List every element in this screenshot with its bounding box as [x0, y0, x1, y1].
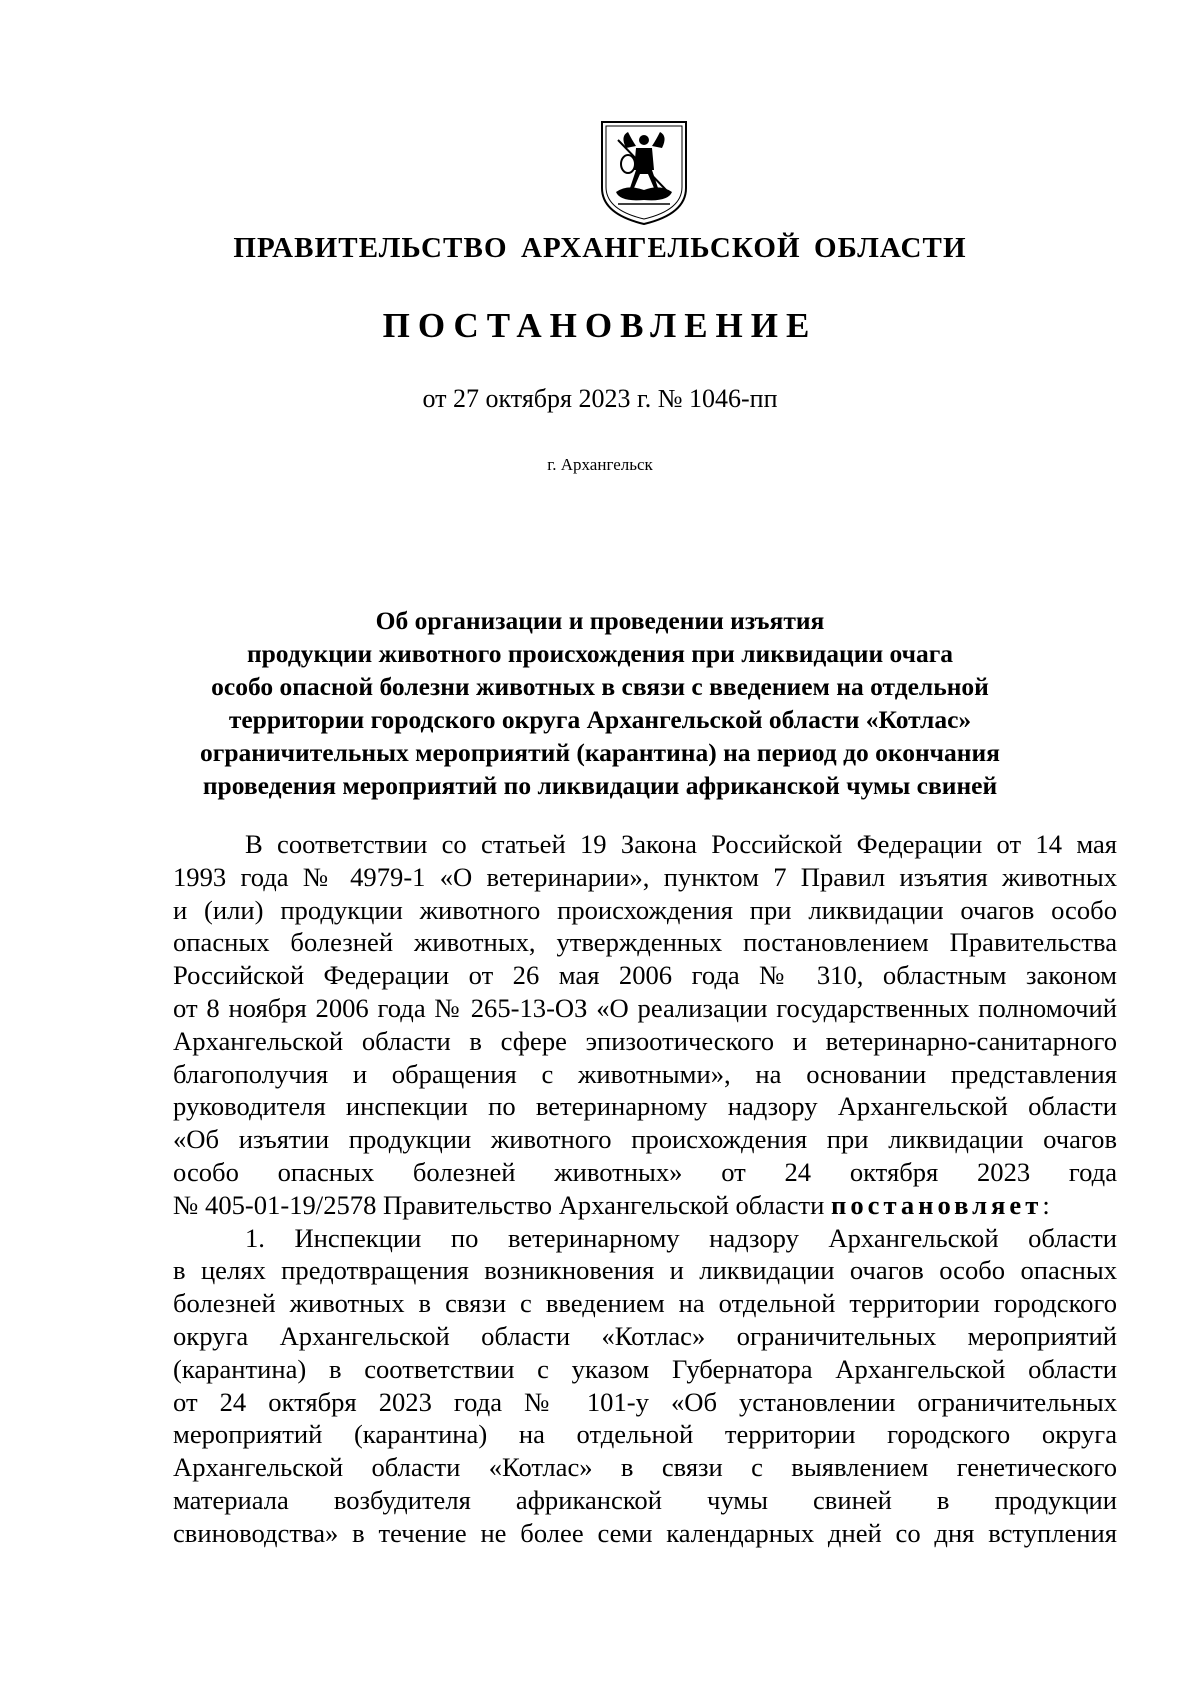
title-line: Об организации и проведении изъятия: [375, 606, 825, 635]
organization-name: ПРАВИТЕЛЬСТВО АРХАНГЕЛЬСКОЙ ОБЛАСТИ: [233, 232, 967, 264]
body-line: округа Архангельской области «Котлас» ограничительных мероприятий: [173, 1320, 1117, 1351]
body-line: от 8 ноября 2006 года № 265-13-ОЗ «О реализации государственных полномочий: [173, 992, 1117, 1023]
body-line: в целях предотвращения возникновения и ликвидации очагов особо опасных: [173, 1255, 1117, 1286]
document-date-number: от 27 октября 2023 г. № 1046-пп: [422, 384, 778, 413]
body-line: (карантина) в соответствии с указом Губернатора Архангельской области: [173, 1353, 1117, 1384]
title-line: продукции животного происхождения при ликвидации очага: [246, 639, 954, 668]
body-line: болезней животных в связи с введением на отдельной территории городского: [173, 1288, 1117, 1319]
title-line: проведения мероприятий по ликвидации африканской чумы свиней: [202, 771, 998, 800]
body-line: материала возбудителя африканской чумы свиней в продукции: [173, 1484, 1117, 1515]
document-city: г. Архангельск: [547, 455, 653, 474]
body-line: мероприятий (карантина) на отдельной территории городского округа: [173, 1419, 1117, 1450]
resolution-keyword: постановляет: [831, 1189, 1043, 1220]
body-line: 1993 года № 4979-1 «О ветеринарии», пунктом 7 Правил изъятия животных: [173, 861, 1117, 892]
body-line: 1. Инспекции по ветеринарному надзору Архангельской области: [245, 1222, 1117, 1253]
body-line: и (или) продукции животного происхождения при ликвидации очагов особо: [173, 894, 1117, 925]
document-body: [173, 828, 1117, 1550]
preamble-colon: :: [1042, 1189, 1050, 1220]
body-line: благополучия и обращения с животными», на основании представления: [173, 1058, 1117, 1089]
body-line: Архангельской области «Котлас» в связи с выявлением генетического: [173, 1452, 1117, 1483]
document-type: ПОСТАНОВЛЕНИЕ: [382, 306, 818, 345]
preamble-last-text: № 405-01-19/2578 Правительство Архангельской области: [173, 1189, 832, 1220]
body-line: Российской Федерации от 26 мая 2006 года № 310, областным законом: [173, 960, 1117, 991]
body-line: от 24 октября 2023 года № 101-у «Об установлении ограничительных: [173, 1386, 1117, 1417]
title-line: территории городского округа Архангельской области «Котлас»: [228, 705, 972, 734]
coat-of-arms-icon: [598, 118, 690, 226]
body-line: В соответствии со статьей 19 Закона Российской Федерации от 14 мая: [245, 829, 1117, 859]
preamble-paragraph: [173, 828, 1117, 1222]
coat-of-arms-emblem: [598, 118, 690, 226]
body-line: опасных болезней животных, утвержденных постановлением Правительства: [173, 927, 1117, 958]
body-line: руководителя инспекции по ветеринарному надзору Архангельской области: [173, 1091, 1117, 1122]
title-line: особо опасной болезни животных в связи с введением на отдельной: [211, 672, 989, 701]
body-line: [173, 1189, 1117, 1222]
body-line: «Об изъятии продукции животного происхождения при ликвидации очагов: [173, 1124, 1117, 1155]
body-line: Архангельской области в сфере эпизоотического и ветеринарно-санитарного: [173, 1025, 1117, 1056]
title-line: ограничительных мероприятий (карантина) на период до окончания: [200, 738, 1000, 767]
body-line: свиноводства» в течение не более семи календарных дней со дня вступления: [173, 1517, 1117, 1548]
body-line: особо опасных болезней животных» от 24 октября 2023 года: [173, 1156, 1117, 1187]
document-title: [150, 604, 1050, 802]
item-1-paragraph: [173, 1222, 1117, 1550]
